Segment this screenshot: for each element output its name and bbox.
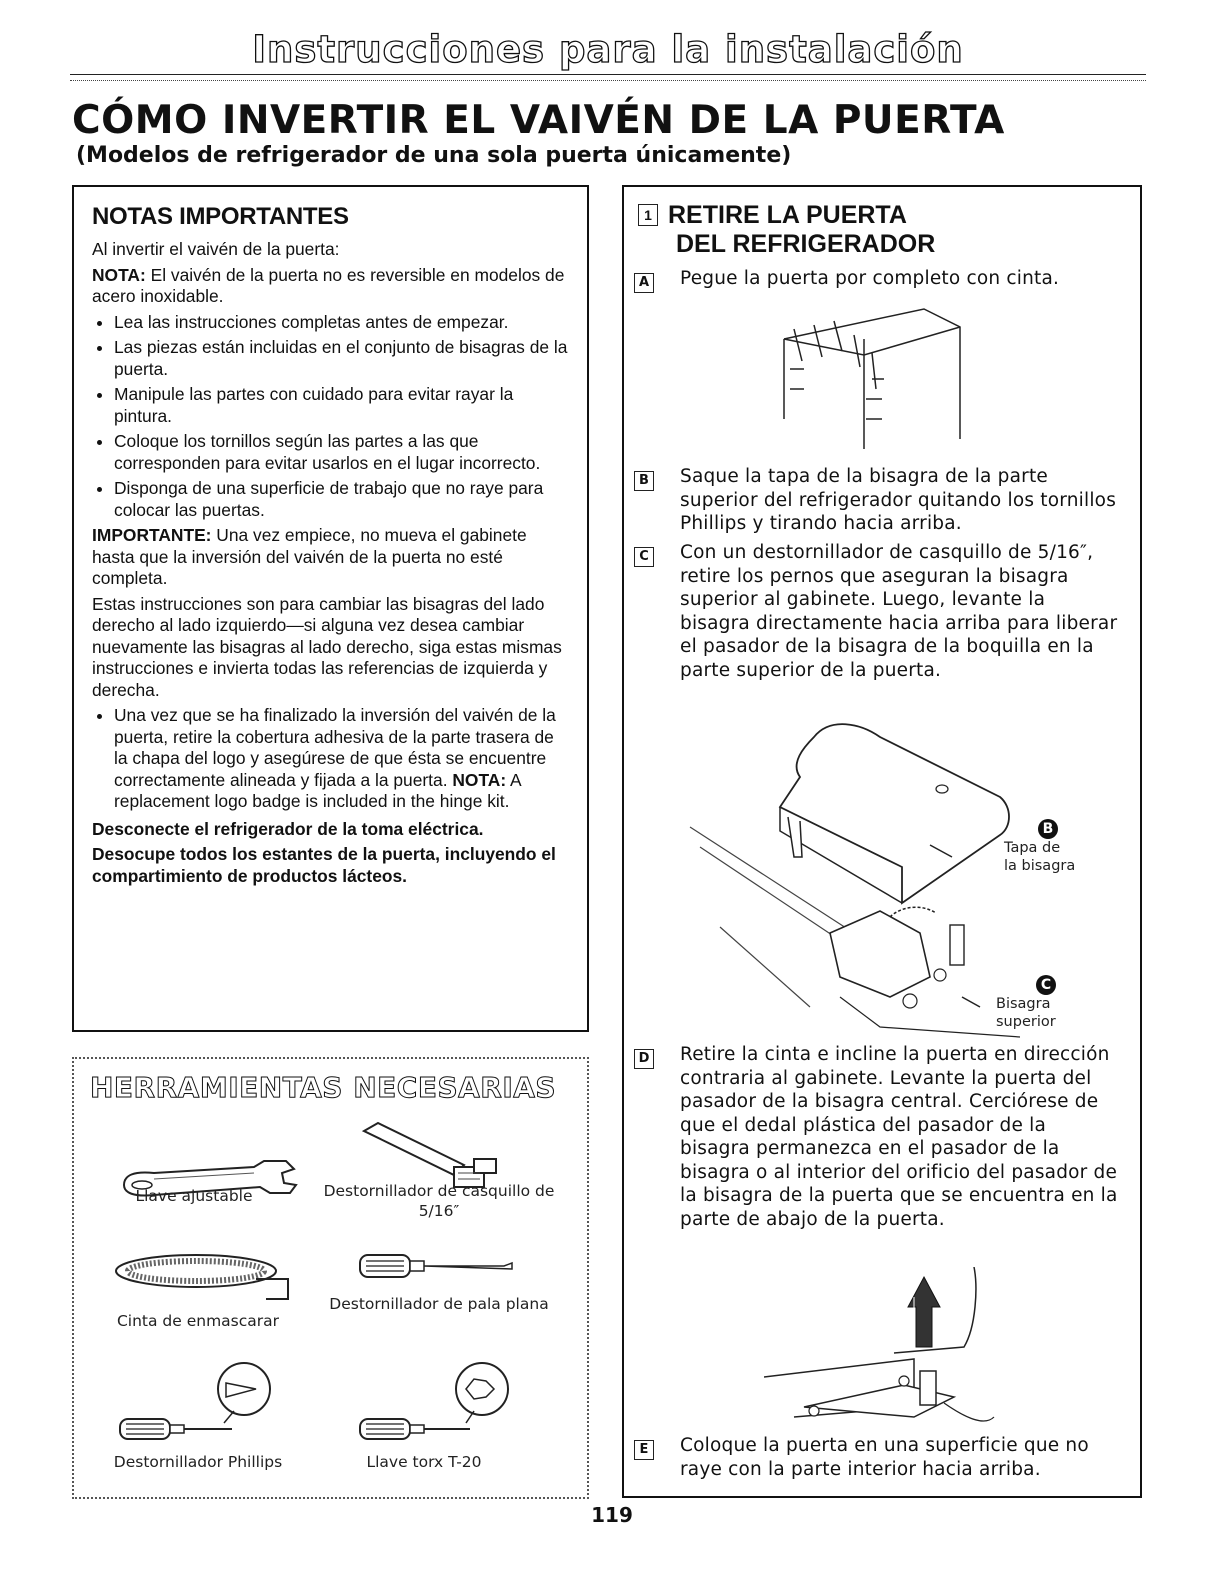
- step-1-heading: [638, 201, 935, 259]
- tools-heading: HERRAMIENTAS NECESARIAS: [90, 1071, 557, 1104]
- page-subtitle: (Modelos de refrigerador de una sola puerta únicamente): [76, 143, 792, 168]
- page-title: CÓMO INVERTIR EL VAIVÉN DE LA PUERTA: [72, 98, 1005, 143]
- nota-text: El vaivén de la puerta no es reversible en modelos de acero inoxidable.: [92, 264, 565, 306]
- list-item: • Manipule las partes con cuidado para evitar rayar la pintura.: [114, 384, 569, 427]
- phillips-label: Destornillador Phillips: [113, 1453, 283, 1471]
- importante-label: IMPORTANTE:: [92, 525, 212, 545]
- taped-door-illustration: [764, 299, 964, 459]
- torx-wrench-icon: [354, 1359, 534, 1449]
- notes-list-2: [92, 705, 569, 813]
- torx-label: Llave torx T-20: [366, 1453, 482, 1471]
- nota-label: NOTA:: [92, 264, 146, 285]
- flat-screwdriver-icon: [354, 1247, 524, 1287]
- list-item: • Las piezas están incluidas en el conjunto de bisagras de la puerta.: [114, 337, 569, 380]
- notes-heading: NOTAS IMPORTANTES: [92, 203, 349, 230]
- step-e-text: Coloque la puerta en una superficie que no raye con la parte interior hacia arriba.: [680, 1435, 1089, 1480]
- step-a-text: Pegue la puerta por completo con cinta.: [680, 268, 1060, 289]
- list-item: • Coloque los tornillos según las partes a las que corresponden para evitar usarlos en el lugar incorrecto.: [114, 431, 569, 474]
- callout-b-badge: B: [1038, 819, 1058, 839]
- page-number: 119: [591, 1503, 633, 1527]
- step-letter-e: E: [634, 1440, 654, 1460]
- tape-label: Cinta de enmascarar: [116, 1312, 280, 1330]
- list-item: [114, 705, 569, 813]
- callout-c-text2: superior: [996, 1014, 1056, 1030]
- notes-list: [92, 312, 569, 522]
- hinge-cover-illustration: [680, 707, 1040, 1047]
- list-item: • Lea las instrucciones completas antes de empezar.: [114, 312, 569, 334]
- callout-top-hinge: [996, 975, 1096, 1031]
- important-notes-box: [72, 185, 589, 1032]
- last-bullet-nota: NOTA:: [452, 769, 507, 790]
- notes-intro: Al invertir el vaivén de la puerta:: [92, 239, 340, 259]
- header-rule: [70, 74, 1146, 81]
- list-item: • Disponga de una superficie de trabajo que no raye para colocar las puertas.: [114, 478, 569, 521]
- step-c-text: Con un destornillador de casquillo de 5/16″, retire los pernos que aseguran la bisagra superior al gabinete. Luego, levante la bisagra directamente hacia arriba para liberar el pasador de la bisagra de la boquilla en la parte superior de la puerta.: [680, 542, 1118, 681]
- notes-importante: [92, 525, 569, 590]
- step-letter-c: C: [634, 547, 654, 567]
- notes-nota: [92, 265, 569, 308]
- step-d-text: Retire la cinta e incline la puerta en dirección contraria al gabinete. Levante la puerta del pasador de la bisagra central. Cerciórese de que el dedal plástica del pasador de la bisagra permanezca en el pasador de la bisagra o al interior del orificio del pasador de la bisagra de la puerta que se encuentra en la parte de abajo de la puerta.: [680, 1044, 1118, 1230]
- step-b-text: Saque la tapa de la bisagra de la parte superior del refrigerador quitando los tornillos Phillips y tirando hacia arriba.: [680, 466, 1117, 534]
- lift-door-illustration: [764, 1267, 1004, 1437]
- step-heading-line1: RETIRE LA PUERTA: [668, 201, 907, 229]
- section-header: Instrucciones para la instalación: [252, 28, 964, 71]
- step-letter-b: B: [634, 471, 654, 491]
- callout-b-text1: Tapa de: [1004, 840, 1061, 856]
- flat-screwdriver-label: Destornillador de pala plana: [329, 1295, 549, 1313]
- callout-b-text2: la bisagra: [1004, 858, 1076, 874]
- nut-driver-label: Destornillador de casquillo de 5/16″: [323, 1182, 555, 1220]
- step-letter-d: D: [634, 1049, 654, 1069]
- step-letter-a: A: [634, 273, 654, 293]
- step-number: 1: [638, 204, 658, 226]
- importante-text: Una vez empiece, no mueva el gabinete hasta que la inversión del vaivén de la puerta no esté completa.: [92, 525, 527, 588]
- step-heading-line2: DEL REFRIGERADOR: [676, 230, 936, 258]
- callout-hinge-cover: [1004, 819, 1104, 875]
- tools-box: [72, 1057, 589, 1499]
- wrench-label: Llave ajustable: [135, 1187, 253, 1205]
- steps-box: [622, 185, 1142, 1498]
- last-bullet-text: Una vez que se ha finalizado la inversión del vaivén de la puerta, retire la cobertura adhesiva de la parte trasera de la chapa del logo y asegúrese de que ésta se encuentre correctamente alineada y fijada a la puerta.: [114, 705, 556, 790]
- notes-paragraph: Estas instrucciones son para cambiar las bisagras del lado derecho al lado izquierdo—si alguna vez desea cambiar nuevamente las bisagras al lado derecho, siga estas mismas instrucciones e invierta todas las referencias de izquierda y derecha.: [92, 593, 562, 700]
- masking-tape-icon: [106, 1241, 306, 1311]
- last-bullet-tail: A replacement logo badge is included in the hinge kit.: [114, 769, 521, 811]
- phillips-screwdriver-icon: [114, 1359, 294, 1449]
- bold-warning-1: Desconecte el refrigerador de la toma eléctrica.: [92, 818, 484, 839]
- callout-c-text1: Bisagra: [996, 996, 1051, 1012]
- callout-c-badge: C: [1036, 975, 1056, 995]
- bold-warning-2: Desocupe todos los estantes de la puerta, incluyendo el compartimiento de productos lácteos.: [92, 844, 556, 886]
